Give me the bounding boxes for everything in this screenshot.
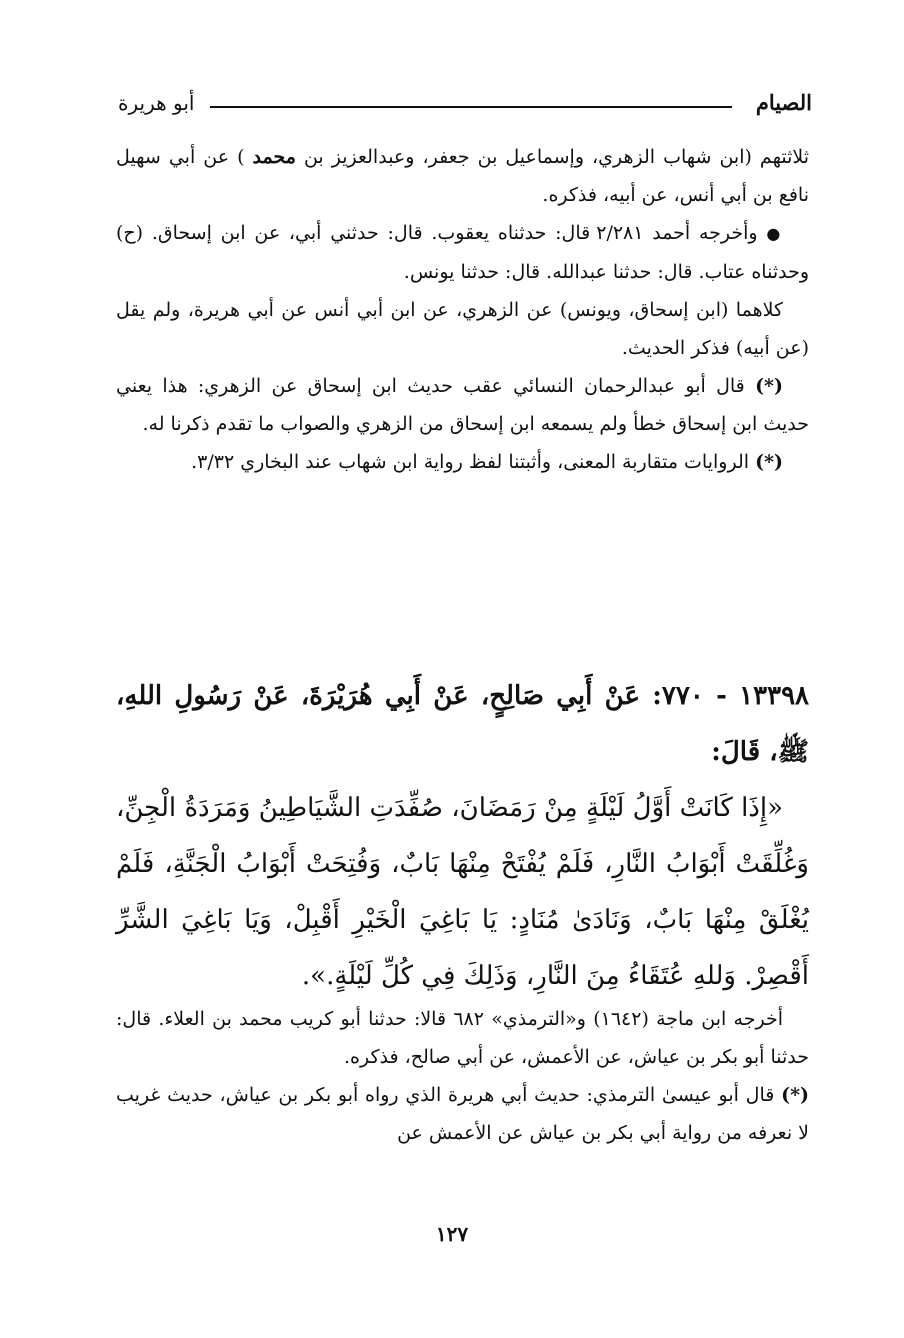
hadith-number: ١٣٣٩٨ - ٧٧٠:: [652, 681, 809, 711]
page-number: ١٢٧: [435, 1222, 469, 1246]
hadith-matn: «إِذَا كَانَتْ أَوَّلُ لَيْلَةٍ مِنْ رَمَضَانَ، صُفِّدَتِ الشَّيَاطِينُ وَمَرَدَةُ الْجِنِّ، وَغُلِّقَتْ أَبْوَابُ النَّارِ، فَلَمْ يُفْتَحْ مِنْهَا بَابٌ، وَفُتِحَتْ أَبْوَابُ الْجَنَّةِ، فَلَمْ يُغْلَقْ مِنْهَا بَابٌ، وَنَادَىٰ مُنَادٍ: يَا بَاغِيَ الْخَيْرِ أَقْبِلْ، وَيَا بَاغِيَ الشَّرِّ أَقْصِرْ. وَللهِ عُتَقَاءُ مِنَ النَّارِ، وَذَلِكَ فِي كُلِّ لَيْلَةٍ.».: [116, 793, 809, 991]
running-header: [118, 86, 812, 120]
paragraph-both: كلاهما (ابن إسحاق، ويونس) عن الزهري، عن ابن أبي أنس عن أبي هريرة، ولم يقل (عن أبيه) فذكر الحديث.: [116, 299, 809, 359]
chapter-title: الصيام: [755, 90, 812, 115]
header-rule: [210, 106, 732, 108]
narrator-title: أبو هريرة: [118, 91, 195, 115]
hadith-heading: [116, 668, 809, 780]
hadith-block: [116, 668, 809, 1004]
note-nasai: (*) قال أبو عبدالرحمان النسائي عقب حديث ابن إسحاق عن الزهري: هذا يعني حديث ابن إسحاق خطأ ولم يسمعه ابن إسحاق من الزهري والصواب ما تقدم ذكرنا له.: [116, 375, 809, 435]
bold-name: محمد: [252, 146, 296, 168]
bullet-icon: ●: [766, 224, 783, 243]
top-section: [116, 138, 809, 481]
note-marker: (*): [755, 451, 783, 473]
paragraph-ahmad: ● وأخرجه أحمد ٢/٢٨١ قال: حدثناه يعقوب. قال: حدثني أبي، عن ابن إسحاق. (ح) وحدثناه عتاب. قال: حدثنا عبدالله. قال: حدثنا يونس.: [116, 222, 809, 283]
bottom-section: [116, 1000, 809, 1152]
paragraph-takhrij: أخرجه ابن ماجة (١٦٤٢) و«الترمذي» ٦٨٢ قالا: حدثنا أبو كريب محمد بن العلاء. قال: حدثنا أبو بكر بن عياش، عن الأعمش، عن أبي صالح، فذكره.: [116, 1008, 809, 1068]
note-marker: (*): [781, 1084, 809, 1106]
note-marker: (*): [755, 375, 783, 397]
note-riwayat: (*) الروايات متقاربة المعنى، وأثبتنا لفظ رواية ابن شهاب عند البخاري ٣/٣٢.: [191, 451, 783, 473]
paragraph-isnad-continuation: ثلاثتهم (ابن شهاب الزهري، وإسماعيل بن جعفر، وعبدالعزيز بن محمد ) عن أبي سهيل نافع بن أبي أنس، عن أبيه، فذكره.: [116, 146, 809, 206]
note-tirmidhi: (*) قال أبو عيسىٰ الترمذي: حديث أبي هريرة الذي رواه أبو بكر بن عياش، حديث غريب لا نعرفه من رواية أبي بكر بن عياش عن الأعمش عن: [116, 1084, 809, 1144]
hadith-isnad: عَنْ أَبِي صَالِحٍ، عَنْ أَبِي هُرَيْرَةَ، عَنْ رَسُولِ اللهِ، ﷺ، قَالَ:: [116, 681, 809, 767]
